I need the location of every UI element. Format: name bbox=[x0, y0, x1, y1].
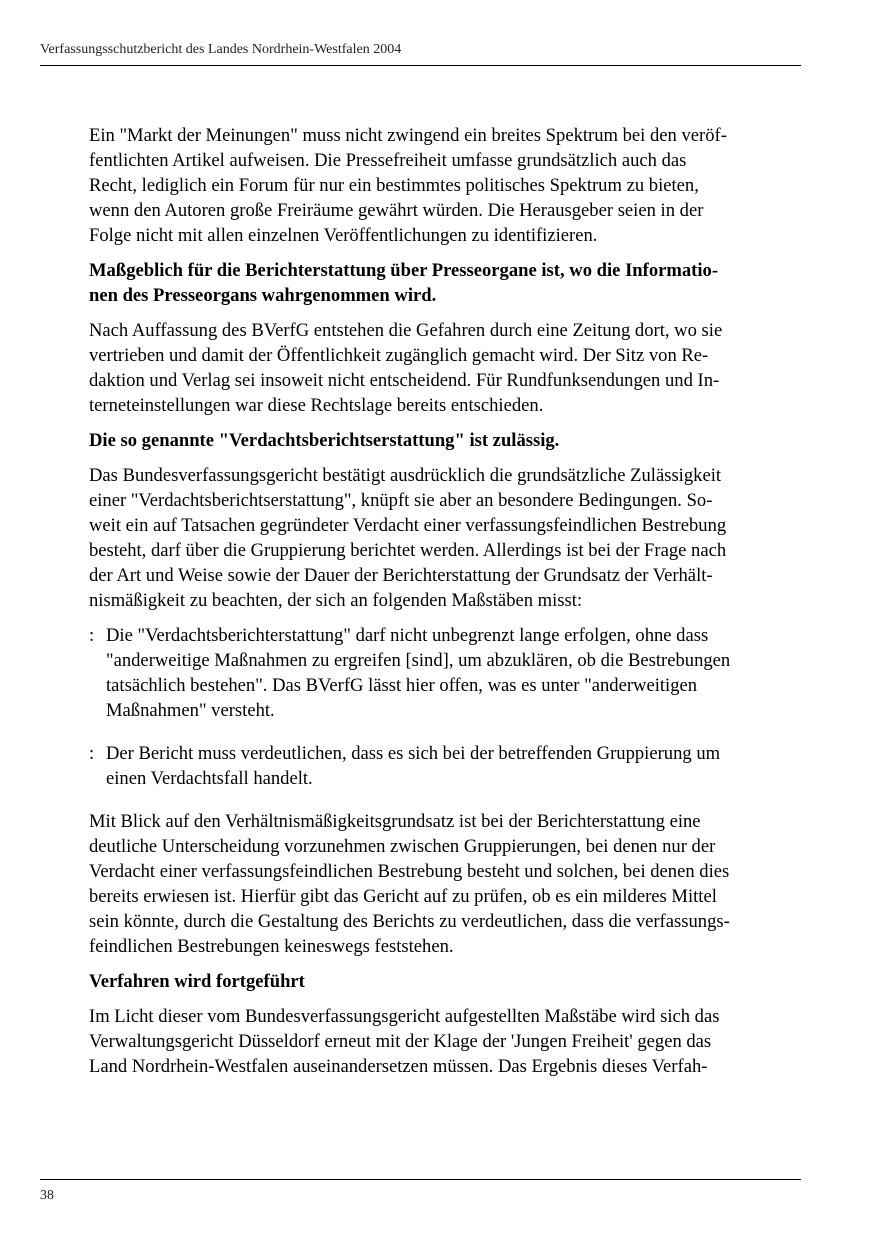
section-heading-verfahren bbox=[89, 969, 803, 994]
section-heading-presseorgane bbox=[89, 258, 803, 308]
text-line: Recht, lediglich ein Forum für nur ein bestimmtes politisches Spektrum zu bieten, bbox=[89, 175, 699, 196]
document-body bbox=[89, 123, 803, 1089]
text-line: bereits erwiesen ist. Hierfür gibt das Gericht auf zu prüfen, ob es ein milderes Mittel bbox=[89, 886, 717, 907]
text-line: einen Verdachtsfall handelt. bbox=[106, 768, 313, 789]
text-line: terneteinstellungen war diese Rechtslage bereits entschieden. bbox=[89, 395, 544, 416]
text-line: wenn den Autoren große Freiräume gewährt würden. Die Herausgeber seien in der bbox=[89, 200, 704, 221]
text-line: deutliche Unterscheidung vorzunehmen zwischen Gruppierungen, bei denen nur der bbox=[89, 836, 716, 857]
text-line: "anderweitige Maßnahmen zu ergreifen [sind], um abzuklären, ob die Bestrebungen bbox=[106, 650, 731, 671]
text-line: daktion und Verlag sei insoweit nicht entscheidend. Für Rundfunksendungen und In- bbox=[89, 370, 720, 391]
paragraph-im-licht bbox=[89, 1004, 803, 1079]
paragraph-markt-der-meinungen bbox=[89, 123, 803, 248]
text-line: Verdacht einer verfassungsfeindlichen Bestrebung besteht und solchen, bei denen dies bbox=[89, 861, 730, 882]
text-line: Mit Blick auf den Verhältnismäßigkeitsgrundsatz ist bei der Berichterstattung eine bbox=[89, 811, 701, 832]
header-rule bbox=[40, 65, 801, 66]
page-number: 38 bbox=[40, 1188, 54, 1203]
text-line: der Art und Weise sowie der Dauer der Berichterstattung der Grundsatz der Verhält- bbox=[89, 565, 713, 586]
paragraph-verhaeltnismaessigkeit bbox=[89, 809, 803, 959]
text-line: nismäßigkeit zu beachten, der sich an folgenden Maßstäben misst: bbox=[89, 590, 583, 611]
paragraph-zulaessigkeit bbox=[89, 463, 803, 613]
text-line: Verwaltungsgericht Düsseldorf erneut mit der Klage der 'Jungen Freiheit' gegen das bbox=[89, 1031, 712, 1052]
text-line: fentlichten Artikel aufweisen. Die Pressefreiheit umfasse grundsätzlich auch das bbox=[89, 150, 687, 171]
text-line: Land Nordrhein-Westfalen auseinandersetzen müssen. Das Ergebnis dieses Verfah- bbox=[89, 1056, 708, 1077]
list-marker: : bbox=[89, 625, 95, 646]
heading-line: Verfahren wird fortgeführt bbox=[89, 971, 305, 992]
list-marker: : bbox=[89, 743, 95, 764]
heading-line: Die so genannte "Verdachtsberichtserstattung" ist zulässig. bbox=[89, 430, 560, 451]
heading-line: Maßgeblich für die Berichterstattung über Presseorgane ist, wo die Informatio- bbox=[89, 260, 719, 281]
list-item bbox=[89, 623, 803, 723]
text-line: feindlichen Bestrebungen keineswegs feststehen. bbox=[89, 936, 454, 957]
paragraph-auffassung-bverfg bbox=[89, 318, 803, 418]
text-line: Der Bericht muss verdeutlichen, dass es sich bei der betreffenden Gruppierung um bbox=[106, 743, 721, 764]
text-line: Die "Verdachtsberichterstattung" darf nicht unbegrenzt lange erfolgen, ohne dass bbox=[106, 625, 709, 646]
text-line: Folge nicht mit allen einzelnen Veröffentlichungen zu identifizieren. bbox=[89, 225, 598, 246]
text-line: Maßnahmen" versteht. bbox=[106, 700, 275, 721]
section-heading-verdachtsberichtserstattung bbox=[89, 428, 803, 453]
footer-rule bbox=[40, 1179, 801, 1180]
text-line: Im Licht dieser vom Bundesverfassungsgericht aufgestellten Maßstäbe wird sich das bbox=[89, 1006, 720, 1027]
text-line: Nach Auffassung des BVerfG entstehen die Gefahren durch eine Zeitung dort, wo sie bbox=[89, 320, 723, 341]
text-line: tatsächlich bestehen". Das BVerfG lässt hier offen, was es unter "anderweitigen bbox=[106, 675, 698, 696]
heading-line: nen des Presseorgans wahrgenommen wird. bbox=[89, 285, 437, 306]
criteria-list bbox=[89, 623, 803, 791]
text-line: vertrieben und damit der Öffentlichkeit zugänglich gemacht wird. Der Sitz von Re- bbox=[89, 345, 709, 366]
text-line: besteht, darf über die Gruppierung berichtet werden. Allerdings ist bei der Frage nach bbox=[89, 540, 727, 561]
text-line: Ein "Markt der Meinungen" muss nicht zwingend ein breites Spektrum bei den veröf- bbox=[89, 125, 727, 146]
text-line: sein könnte, durch die Gestaltung des Berichts zu verdeutlichen, dass die verfassungs- bbox=[89, 911, 730, 932]
running-header: Verfassungsschutzbericht des Landes Nordrhein-Westfalen 2004 bbox=[40, 42, 402, 57]
text-line: weit ein auf Tatsachen gegründeter Verdacht einer verfassungsfeindlichen Bestrebung bbox=[89, 515, 727, 536]
list-item bbox=[89, 741, 803, 791]
text-line: einer "Verdachtsberichtserstattung", knüpft sie aber an besondere Bedingungen. So- bbox=[89, 490, 713, 511]
text-line: Das Bundesverfassungsgericht bestätigt ausdrücklich die grundsätzliche Zulässigkeit bbox=[89, 465, 722, 486]
